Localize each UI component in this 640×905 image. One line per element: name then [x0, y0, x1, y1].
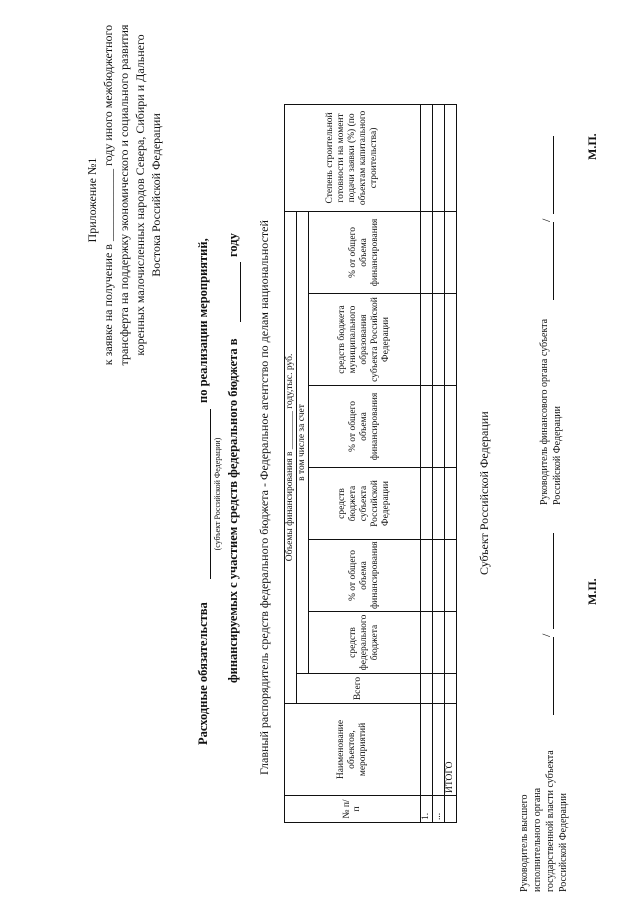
- financed-suffix: году: [226, 233, 240, 257]
- row-total: ИТОГО: [444, 704, 456, 796]
- signer-left: Руководитель высшего исполнительного органа государственной власти субъекта Российской Федерации: [519, 750, 569, 892]
- table-row: [420, 104, 432, 822]
- obligations-suffix: по реализации мероприятий,: [196, 238, 210, 403]
- header-line-2: трансферта на поддержку экономического и социального развития: [117, 24, 131, 366]
- header-line-1: к заявке на получение в ____________ году иного межбюджетного: [101, 24, 115, 366]
- appendix-title: Приложение №1: [85, 157, 99, 243]
- obligations-label: Расходные обязательства: [196, 602, 210, 745]
- header-total: Всего: [296, 674, 420, 704]
- header-percent-1: % от общего объема финансирования: [308, 540, 420, 612]
- signer-right: Руководитель финансового органа субъекта Российской Федерации: [539, 318, 563, 505]
- header-name: Наименование объектов, мероприятий: [285, 704, 421, 796]
- header-federal-budget: средств федерального бюджета: [308, 612, 420, 674]
- subject-hint: (субъект Российской Федерации): [213, 437, 222, 551]
- header-regional-budget: средств бюджета субъекта Российской Федерации: [308, 468, 420, 540]
- signature-line-left-1: [553, 637, 554, 715]
- signature-line-right-2: [553, 136, 554, 214]
- slash-right: /: [539, 218, 553, 222]
- row-num-1: 1.: [420, 796, 432, 823]
- header-percent-3: % от общего объема финансирования: [308, 211, 420, 293]
- header-funding: Объемы финансирования в ________ году,тыс. руб.: [285, 211, 297, 703]
- subject-rf-caption: Субъект Российской Федерации: [477, 411, 491, 575]
- year-line: [240, 262, 241, 322]
- seal-right: М.П.: [585, 133, 599, 160]
- row-num-ellipsis: ...: [432, 796, 444, 823]
- header-percent-2: % от общего объема финансирования: [308, 386, 420, 468]
- header-line-4: Востока Российской Федерации: [149, 113, 163, 277]
- funding-table: [284, 104, 457, 823]
- subject-name-line: [210, 409, 211, 579]
- chief-manager: Главный распорядитель средств федерального бюджета - Федеральное агентство по делам национальностей: [257, 220, 271, 775]
- header-including: в том числе за счет: [296, 211, 308, 673]
- header-line-3: коренных малочисленных народов Севера, Сибири и Дальнего: [133, 34, 147, 356]
- financed-prefix: финансируемых с участием средств федерального бюджета в: [226, 338, 240, 683]
- header-readiness: Степень строительной готовности на момент подачи заявки (%) (по объектам капитального строительства): [285, 104, 421, 211]
- header-num: № п/п: [285, 796, 421, 823]
- header-municipal-budget: средств бюджета муниципального образования субъекта Российской Федерации: [308, 294, 420, 386]
- table-row: [432, 104, 444, 822]
- table-row: [444, 104, 456, 822]
- signature-line-right-1: [553, 222, 554, 300]
- seal-left: М.П.: [585, 578, 599, 605]
- slash-left: /: [539, 633, 553, 637]
- signature-line-left-2: [553, 533, 554, 629]
